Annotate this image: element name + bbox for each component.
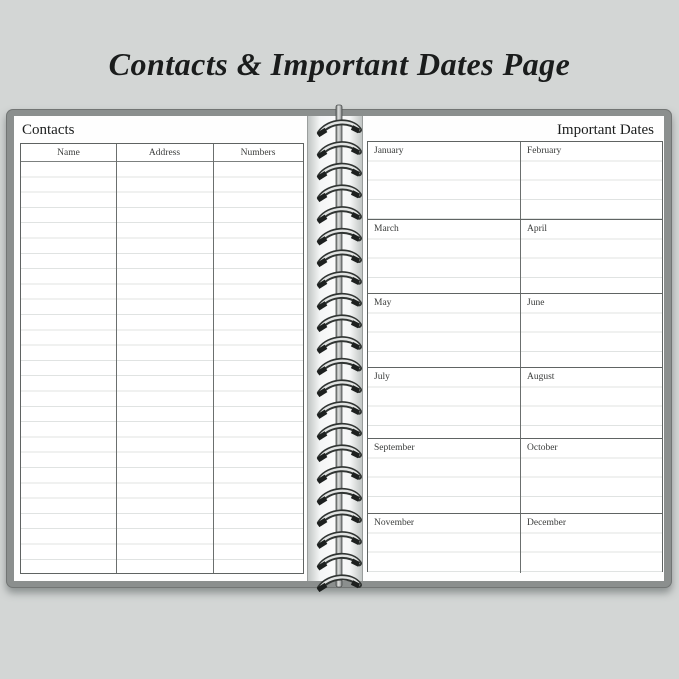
important-dates-table xyxy=(367,141,663,572)
column-divider-1 xyxy=(116,144,117,573)
month-cell-november: November xyxy=(374,518,415,528)
month-cell-september: September xyxy=(374,443,415,453)
contacts-heading: Contacts xyxy=(22,122,75,138)
month-cell-april: April xyxy=(520,220,662,293)
month-cell-february: February xyxy=(520,142,662,219)
page-title: Contacts & Important Dates Page xyxy=(108,46,571,82)
contacts-table xyxy=(20,143,304,574)
month-cell-august: August xyxy=(520,368,662,438)
month-cell-june: June xyxy=(520,294,662,367)
month-cell-march: March xyxy=(374,224,399,234)
important-dates-heading: Important Dates xyxy=(556,122,654,138)
month-cell-december: December xyxy=(520,514,662,573)
month-cell-october: October xyxy=(520,439,662,513)
contacts-page xyxy=(14,116,308,581)
month-cell-may: May xyxy=(374,298,392,308)
month-row-jan-feb xyxy=(368,142,662,219)
column-header-address: Address xyxy=(148,147,181,158)
month-row-jul-aug xyxy=(368,367,662,438)
contacts-table-header xyxy=(21,144,303,162)
month-row-may-jun xyxy=(368,293,662,367)
spiral-binding-icon xyxy=(309,98,369,592)
month-cell-july: July xyxy=(374,372,390,382)
month-row-sep-oct xyxy=(368,438,662,513)
month-row-nov-dec xyxy=(368,513,662,573)
column-header-name: Name xyxy=(57,147,80,158)
column-divider-2 xyxy=(213,144,214,573)
contacts-ruled-lines xyxy=(21,162,303,573)
month-row-mar-apr xyxy=(368,219,662,293)
important-dates-page xyxy=(362,116,664,581)
column-header-numbers: Numbers xyxy=(240,147,276,158)
month-cell-january: January xyxy=(374,146,404,156)
